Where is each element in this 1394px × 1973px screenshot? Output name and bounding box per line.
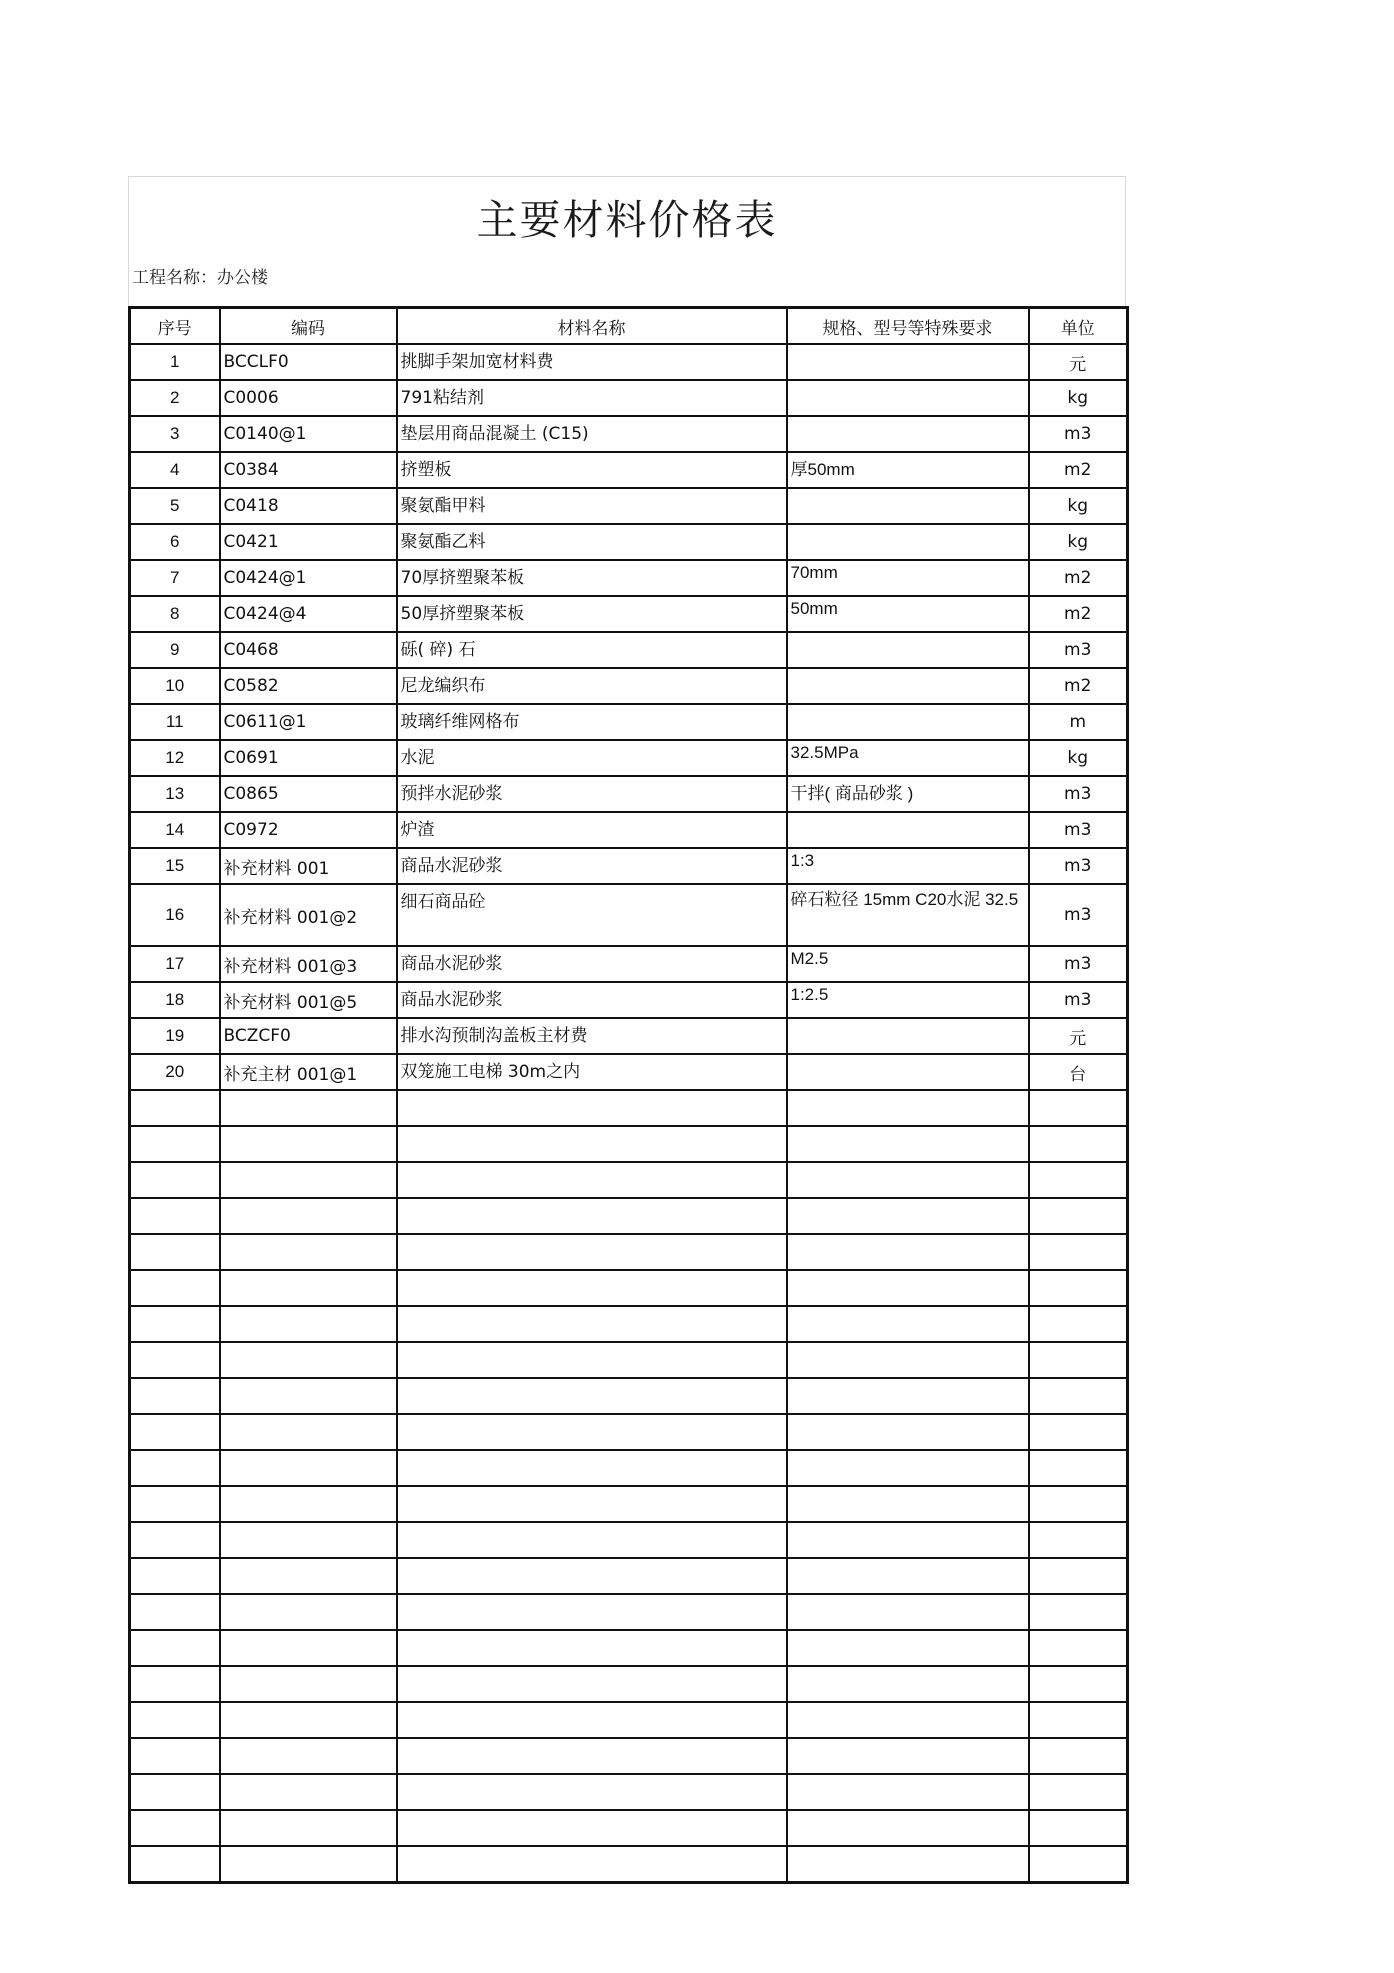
cell-spec <box>787 704 1029 740</box>
empty-cell <box>787 1558 1029 1594</box>
empty-cell <box>1029 1774 1128 1810</box>
empty-cell <box>130 1486 220 1522</box>
empty-cell <box>397 1378 787 1414</box>
empty-cell <box>130 1450 220 1486</box>
cell-code: C0421 <box>220 524 397 560</box>
empty-cell <box>787 1702 1029 1738</box>
empty-cell <box>130 1594 220 1630</box>
cell-code: C0424@1 <box>220 560 397 596</box>
cell-unit: kg <box>1029 380 1128 416</box>
cell-name: 商品水泥砂浆 <box>397 982 787 1018</box>
empty-cell <box>397 1810 787 1846</box>
cell-code: C0972 <box>220 812 397 848</box>
cell-spec <box>787 416 1029 452</box>
empty-cell <box>220 1594 397 1630</box>
cell-seq: 12 <box>130 740 220 776</box>
cell-seq: 11 <box>130 704 220 740</box>
cell-seq: 14 <box>130 812 220 848</box>
price-sheet <box>128 176 1126 1884</box>
empty-cell <box>130 1306 220 1342</box>
cell-name: 商品水泥砂浆 <box>397 848 787 884</box>
cell-name: 双笼施工电梯 30m之内 <box>397 1054 787 1090</box>
empty-cell <box>1029 1162 1128 1198</box>
cell-unit: m3 <box>1029 632 1128 668</box>
empty-cell <box>1029 1486 1128 1522</box>
cell-unit: m3 <box>1029 848 1128 884</box>
empty-cell <box>787 1846 1029 1883</box>
table-row <box>130 668 1128 704</box>
project-name: 工程名称：办公楼 <box>132 268 268 288</box>
empty-cell <box>397 1522 787 1558</box>
empty-row <box>130 1522 1128 1558</box>
table-row <box>130 452 1128 488</box>
empty-cell <box>220 1198 397 1234</box>
empty-row <box>130 1630 1128 1666</box>
table-row <box>130 704 1128 740</box>
empty-cell <box>130 1126 220 1162</box>
empty-row <box>130 1162 1128 1198</box>
cell-spec <box>787 380 1029 416</box>
table-row <box>130 560 1128 596</box>
empty-cell <box>397 1162 787 1198</box>
cell-unit: m <box>1029 704 1128 740</box>
empty-cell <box>787 1234 1029 1270</box>
empty-cell <box>787 1810 1029 1846</box>
cell-spec: 厚50mm <box>787 452 1029 488</box>
header-code: 编码 <box>220 308 397 345</box>
empty-cell <box>787 1126 1029 1162</box>
cell-name: 细石商品砼 <box>397 884 787 946</box>
empty-cell <box>220 1738 397 1774</box>
table-row <box>130 596 1128 632</box>
empty-cell <box>397 1666 787 1702</box>
empty-cell <box>787 1162 1029 1198</box>
empty-cell <box>220 1234 397 1270</box>
empty-cell <box>220 1630 397 1666</box>
table-row <box>130 344 1128 380</box>
cell-seq: 19 <box>130 1018 220 1054</box>
empty-cell <box>220 1702 397 1738</box>
cell-unit: 台 <box>1029 1054 1128 1090</box>
header-name: 材料名称 <box>397 308 787 345</box>
cell-seq: 2 <box>130 380 220 416</box>
cell-name: 玻璃纤维网格布 <box>397 704 787 740</box>
empty-row <box>130 1198 1128 1234</box>
cell-unit: m3 <box>1029 812 1128 848</box>
cell-spec: 50mm <box>787 596 1029 632</box>
empty-cell <box>397 1198 787 1234</box>
cell-spec <box>787 812 1029 848</box>
empty-cell <box>220 1558 397 1594</box>
table-row <box>130 776 1128 812</box>
empty-cell <box>220 1846 397 1883</box>
cell-name: 791粘结剂 <box>397 380 787 416</box>
header-seq: 序号 <box>130 308 220 345</box>
cell-unit: m3 <box>1029 884 1128 946</box>
empty-cell <box>130 1774 220 1810</box>
empty-cell <box>220 1090 397 1126</box>
empty-row <box>130 1306 1128 1342</box>
cell-code: C0691 <box>220 740 397 776</box>
cell-unit: 元 <box>1029 344 1128 380</box>
cell-seq: 20 <box>130 1054 220 1090</box>
empty-row <box>130 1378 1128 1414</box>
empty-cell <box>220 1666 397 1702</box>
cell-spec <box>787 668 1029 704</box>
cell-seq: 5 <box>130 488 220 524</box>
empty-cell <box>397 1306 787 1342</box>
empty-cell <box>787 1342 1029 1378</box>
empty-cell <box>787 1486 1029 1522</box>
page-title: 主要材料价格表 <box>476 196 778 244</box>
empty-cell <box>130 1414 220 1450</box>
empty-cell <box>130 1702 220 1738</box>
cell-code: BCCLF0 <box>220 344 397 380</box>
table-row <box>130 982 1128 1018</box>
cell-code: C0140@1 <box>220 416 397 452</box>
empty-row <box>130 1486 1128 1522</box>
cell-spec: 32.5MPa <box>787 740 1029 776</box>
empty-cell <box>397 1090 787 1126</box>
cell-code: BCZCF0 <box>220 1018 397 1054</box>
empty-cell <box>1029 1810 1128 1846</box>
cell-spec: M2.5 <box>787 946 1029 982</box>
cell-code: 补充材料 001@3 <box>220 946 397 982</box>
empty-cell <box>130 1234 220 1270</box>
empty-cell <box>130 1810 220 1846</box>
cell-code: C0006 <box>220 380 397 416</box>
cell-seq: 1 <box>130 344 220 380</box>
cell-unit: m2 <box>1029 560 1128 596</box>
empty-cell <box>397 1846 787 1883</box>
cell-code: C0384 <box>220 452 397 488</box>
cell-name: 50厚挤塑聚苯板 <box>397 596 787 632</box>
cell-seq: 7 <box>130 560 220 596</box>
empty-cell <box>130 1630 220 1666</box>
empty-row <box>130 1738 1128 1774</box>
empty-cell <box>130 1666 220 1702</box>
empty-cell <box>220 1486 397 1522</box>
empty-cell <box>220 1306 397 1342</box>
empty-cell <box>397 1270 787 1306</box>
header-spec: 规格、型号等特殊要求 <box>787 308 1029 345</box>
empty-cell <box>130 1342 220 1378</box>
empty-cell <box>220 1270 397 1306</box>
empty-cell <box>1029 1198 1128 1234</box>
cell-seq: 17 <box>130 946 220 982</box>
cell-unit: m3 <box>1029 776 1128 812</box>
empty-cell <box>1029 1738 1128 1774</box>
cell-unit: kg <box>1029 488 1128 524</box>
empty-cell <box>220 1126 397 1162</box>
empty-cell <box>787 1090 1029 1126</box>
cell-unit: kg <box>1029 740 1128 776</box>
empty-cell <box>787 1774 1029 1810</box>
cell-unit: m2 <box>1029 668 1128 704</box>
cell-spec <box>787 488 1029 524</box>
empty-cell <box>397 1342 787 1378</box>
cell-name: 挤塑板 <box>397 452 787 488</box>
table-row <box>130 812 1128 848</box>
cell-code: 补充主材 001@1 <box>220 1054 397 1090</box>
empty-row <box>130 1558 1128 1594</box>
empty-cell <box>397 1738 787 1774</box>
table-row <box>130 848 1128 884</box>
empty-cell <box>1029 1270 1128 1306</box>
empty-row <box>130 1234 1128 1270</box>
empty-cell <box>397 1594 787 1630</box>
cell-seq: 13 <box>130 776 220 812</box>
table-row <box>130 632 1128 668</box>
cell-spec: 1:3 <box>787 848 1029 884</box>
empty-cell <box>1029 1702 1128 1738</box>
materials-table <box>128 306 1129 1884</box>
empty-cell <box>787 1378 1029 1414</box>
empty-cell <box>1029 1630 1128 1666</box>
header-row <box>130 308 1128 345</box>
empty-cell <box>1029 1126 1128 1162</box>
table-row <box>130 740 1128 776</box>
empty-cell <box>397 1558 787 1594</box>
empty-cell <box>130 1198 220 1234</box>
table-row <box>130 946 1128 982</box>
cell-code: C0865 <box>220 776 397 812</box>
empty-row <box>130 1810 1128 1846</box>
empty-cell <box>220 1378 397 1414</box>
cell-seq: 9 <box>130 632 220 668</box>
empty-cell <box>220 1414 397 1450</box>
cell-seq: 15 <box>130 848 220 884</box>
cell-unit: 元 <box>1029 1018 1128 1054</box>
empty-cell <box>1029 1522 1128 1558</box>
empty-cell <box>130 1090 220 1126</box>
cell-unit: m3 <box>1029 946 1128 982</box>
cell-unit: m3 <box>1029 416 1128 452</box>
empty-cell <box>397 1414 787 1450</box>
empty-cell <box>397 1234 787 1270</box>
table-row <box>130 416 1128 452</box>
cell-unit: kg <box>1029 524 1128 560</box>
header-unit: 单位 <box>1029 308 1128 345</box>
empty-row <box>130 1126 1128 1162</box>
cell-spec <box>787 344 1029 380</box>
cell-spec <box>787 1054 1029 1090</box>
cell-spec: 干拌( 商品砂浆 ) <box>787 776 1029 812</box>
empty-cell <box>130 1846 220 1883</box>
empty-cell <box>1029 1558 1128 1594</box>
cell-spec <box>787 632 1029 668</box>
empty-cell <box>130 1378 220 1414</box>
empty-cell <box>130 1738 220 1774</box>
empty-row <box>130 1774 1128 1810</box>
cell-name: 挑脚手架加宽材料费 <box>397 344 787 380</box>
empty-cell <box>130 1558 220 1594</box>
empty-cell <box>787 1198 1029 1234</box>
empty-cell <box>397 1774 787 1810</box>
cell-spec: 碎石粒径 15mm C20水泥 32.5 <box>787 884 1029 946</box>
empty-cell <box>220 1450 397 1486</box>
cell-name: 垫层用商品混凝土 (C15) <box>397 416 787 452</box>
empty-cell <box>787 1630 1029 1666</box>
table-row <box>130 1054 1128 1090</box>
empty-cell <box>397 1126 787 1162</box>
empty-cell <box>397 1486 787 1522</box>
cell-code: C0424@4 <box>220 596 397 632</box>
empty-cell <box>397 1630 787 1666</box>
cell-spec: 70mm <box>787 560 1029 596</box>
empty-cell <box>1029 1306 1128 1342</box>
cell-code: 补充材料 001 <box>220 848 397 884</box>
empty-cell <box>1029 1846 1128 1883</box>
cell-name: 水泥 <box>397 740 787 776</box>
empty-row <box>130 1270 1128 1306</box>
empty-cell <box>130 1522 220 1558</box>
cell-code: C0418 <box>220 488 397 524</box>
empty-row <box>130 1414 1128 1450</box>
table-row <box>130 884 1128 946</box>
empty-cell <box>1029 1378 1128 1414</box>
cell-code: C0611@1 <box>220 704 397 740</box>
empty-cell <box>220 1810 397 1846</box>
empty-row <box>130 1594 1128 1630</box>
cell-unit: m3 <box>1029 982 1128 1018</box>
cell-name: 预拌水泥砂浆 <box>397 776 787 812</box>
cell-code: 补充材料 001@5 <box>220 982 397 1018</box>
empty-cell <box>787 1270 1029 1306</box>
empty-cell <box>1029 1090 1128 1126</box>
empty-cell <box>1029 1342 1128 1378</box>
cell-name: 商品水泥砂浆 <box>397 946 787 982</box>
cell-name: 砾( 碎) 石 <box>397 632 787 668</box>
cell-spec <box>787 524 1029 560</box>
empty-cell <box>1029 1234 1128 1270</box>
empty-row <box>130 1450 1128 1486</box>
table-row <box>130 380 1128 416</box>
cell-spec <box>787 1018 1029 1054</box>
empty-cell <box>787 1450 1029 1486</box>
cell-seq: 4 <box>130 452 220 488</box>
cell-name: 排水沟预制沟盖板主材费 <box>397 1018 787 1054</box>
cell-seq: 8 <box>130 596 220 632</box>
cell-name: 聚氨酯乙料 <box>397 524 787 560</box>
cell-seq: 16 <box>130 884 220 946</box>
empty-cell <box>397 1702 787 1738</box>
cell-name: 聚氨酯甲料 <box>397 488 787 524</box>
table-row <box>130 524 1128 560</box>
cell-seq: 18 <box>130 982 220 1018</box>
empty-row <box>130 1090 1128 1126</box>
empty-cell <box>397 1450 787 1486</box>
empty-cell <box>1029 1666 1128 1702</box>
empty-row <box>130 1342 1128 1378</box>
empty-cell <box>220 1342 397 1378</box>
empty-cell <box>1029 1450 1128 1486</box>
cell-code: C0468 <box>220 632 397 668</box>
table-row <box>130 488 1128 524</box>
title-area <box>128 176 1126 306</box>
empty-cell <box>220 1774 397 1810</box>
cell-unit: m2 <box>1029 596 1128 632</box>
empty-cell <box>787 1522 1029 1558</box>
cell-spec: 1:2.5 <box>787 982 1029 1018</box>
empty-row <box>130 1702 1128 1738</box>
cell-name: 70厚挤塑聚苯板 <box>397 560 787 596</box>
empty-row <box>130 1666 1128 1702</box>
empty-cell <box>1029 1594 1128 1630</box>
empty-cell <box>1029 1414 1128 1450</box>
cell-name: 尼龙编织布 <box>397 668 787 704</box>
empty-cell <box>787 1738 1029 1774</box>
empty-cell <box>130 1162 220 1198</box>
cell-seq: 6 <box>130 524 220 560</box>
empty-cell <box>787 1414 1029 1450</box>
cell-unit: m2 <box>1029 452 1128 488</box>
cell-seq: 10 <box>130 668 220 704</box>
empty-cell <box>787 1306 1029 1342</box>
empty-cell <box>220 1162 397 1198</box>
cell-code: C0582 <box>220 668 397 704</box>
cell-seq: 3 <box>130 416 220 452</box>
empty-row <box>130 1846 1128 1883</box>
empty-cell <box>220 1522 397 1558</box>
cell-code: 补充材料 001@2 <box>220 884 397 946</box>
empty-cell <box>130 1270 220 1306</box>
cell-name: 炉渣 <box>397 812 787 848</box>
empty-cell <box>787 1594 1029 1630</box>
table-row <box>130 1018 1128 1054</box>
empty-cell <box>787 1666 1029 1702</box>
